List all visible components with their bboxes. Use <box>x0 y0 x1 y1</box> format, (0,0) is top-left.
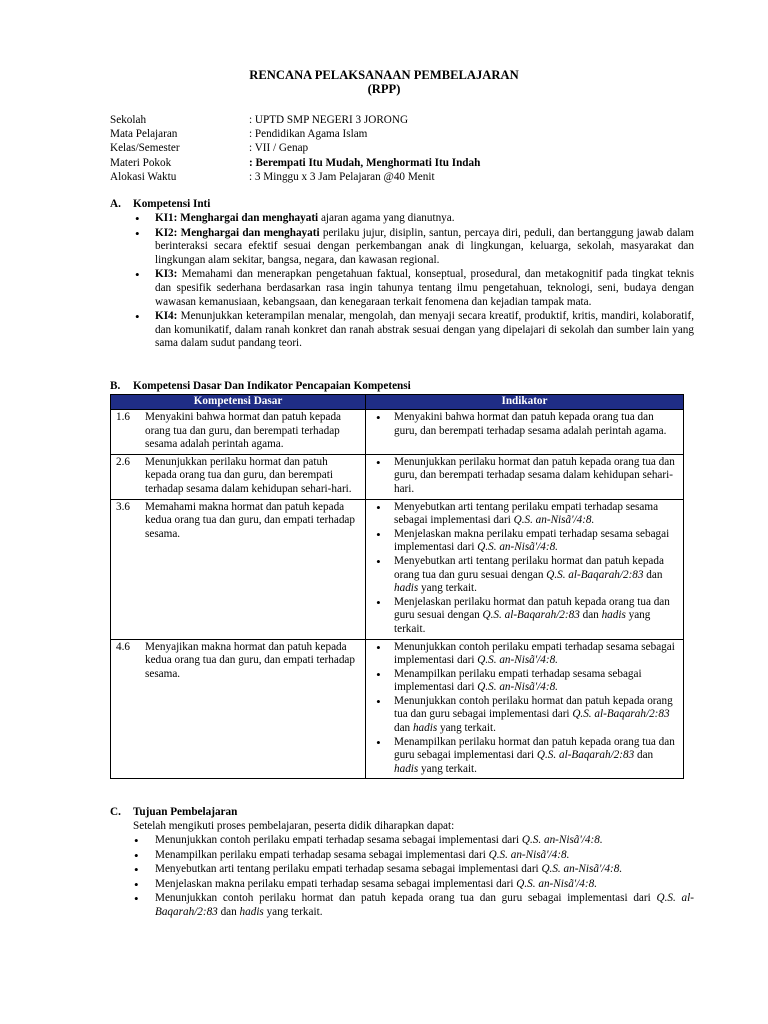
indicator-text: Menjelaskan perilaku hormat dan patuh kepada orang tua dan guru sesuai dengan <box>394 595 670 622</box>
column-header-indikator: Indikator <box>366 395 684 410</box>
indicator-cell <box>366 454 684 499</box>
document-subtitle: (RPP) <box>367 82 401 96</box>
document-title: RENCANA PELAKSANAAN PEMBELAJARAN <box>249 68 519 82</box>
tujuan-intro: Setelah mengikuti proses pembelajaran, peserta didik diharapkan dapat: <box>133 820 455 832</box>
trailing-text: yang terkait. <box>418 762 477 775</box>
indicator-text: Menyebutkan arti tentang perilaku hormat dan patuh kepada orang tua dan guru sesuai dengan <box>394 554 664 581</box>
list-item <box>133 892 694 919</box>
kd-cell <box>111 639 366 779</box>
kd-cell <box>111 499 366 639</box>
indicator-item: • Menyakini bahwa hormat dan patuh kepada orang tua dan guru, dan berempati terhadap sesama adalah perintah agama. <box>366 411 683 438</box>
conjunction-text: dan <box>643 568 663 581</box>
indicator-list <box>366 411 683 438</box>
section-letter: C. <box>110 806 121 818</box>
surah-reference: Q.S. al-Baqarah/2:83 <box>572 708 670 721</box>
surah-reference: Q.S. an-Nisã'/4:8. <box>516 877 598 890</box>
table-row <box>111 639 684 779</box>
section-b-heading <box>110 380 411 394</box>
trailing-text: yang terkait. <box>418 582 477 595</box>
column-header-kompetensi-dasar: Kompetensi Dasar <box>111 395 366 410</box>
list-item <box>133 849 694 863</box>
indicator-item <box>366 596 683 637</box>
list-item <box>133 227 694 268</box>
surah-reference: Q.S. an-Nisã'/4:8. <box>477 541 558 554</box>
tujuan-list <box>133 834 694 921</box>
list-item <box>133 863 694 877</box>
item-lead: KI4: <box>155 310 178 323</box>
list-item <box>133 878 694 892</box>
section-title: Kompetensi Inti <box>133 198 211 210</box>
item-lead: KI3: <box>155 268 178 281</box>
info-row-kelas-semester <box>110 142 480 156</box>
info-label: Materi Pokok <box>110 156 172 169</box>
indicator-text: Menjelaskan makna perilaku empati terhadap sesama sebagai implementasi dari <box>394 527 670 554</box>
hadis-word: hadis <box>394 762 419 775</box>
kd-number: 4.6 <box>116 640 130 653</box>
surah-reference: Q.S. an-Nisã'/4:8. <box>477 681 558 694</box>
info-row-alokasi-waktu <box>110 171 480 185</box>
indicator-text: Menyebutkan arti tentang perilaku empati terhadap sesama sebagai implementasi dari <box>394 500 659 527</box>
indicator-text: Menampilkan perilaku empati terhadap sesama sebagai implementasi dari <box>394 667 642 694</box>
surah-reference: Q.S. an-Nisã'/4:8. <box>477 654 558 667</box>
indicator-item <box>366 641 683 668</box>
surah-reference: Q.S. al-Baqarah/2:83 <box>482 609 580 622</box>
indicator-list <box>366 641 683 777</box>
identity-block <box>110 114 480 185</box>
section-title: Kompetensi Dasar Dan Indikator Pencapaian Kompetensi <box>133 380 411 392</box>
conjunction-text: dan <box>579 609 602 622</box>
info-value: : Berempati Itu Mudah, Menghormati Itu Indah <box>249 156 481 169</box>
list-item <box>133 834 694 848</box>
kd-text: Menunjukkan perilaku hormat dan patuh kepada orang tua dan guru, dan berempati terhadap sesama dalam kehidupan sehari-hari. <box>145 455 352 495</box>
info-row-mata-pelajaran <box>110 128 480 142</box>
item-text: Memahami dan menerapkan pengetahuan faktual, konseptual, prosedural, dan metakognitif pada tingkat teknis dan spesifik sederhana berdasarkan rasa ingin tahunya tentang ilmu pengetahuan, teknologi, seni, budaya dengan wawasan kemanusiaan, kebangsaan, dan kenegaraan terkait fenomena dan kejadian tampak mata. <box>155 268 694 308</box>
item-text: Menampilkan perilaku empati terhadap sesama sebagai implementasi dari <box>155 848 489 861</box>
surah-reference: Q.S. an-Nisã'/4:8. <box>513 514 595 527</box>
indicator-text: Menampilkan perilaku hormat dan patuh kepada orang tua dan guru sebagai implementasi dari <box>394 735 675 762</box>
info-label: Sekolah <box>110 114 147 126</box>
info-value: : Pendidikan Agama Islam <box>249 128 368 141</box>
indicator-item <box>366 501 683 528</box>
section-letter: B. <box>110 380 121 392</box>
kd-cell <box>111 454 366 499</box>
info-label: Alokasi Waktu <box>110 170 177 183</box>
info-row-materi-pokok <box>110 157 480 171</box>
kd-number: 1.6 <box>116 411 130 423</box>
surah-reference: Q.S. al-Baqarah/2:83 <box>546 568 644 581</box>
item-text: ajaran agama yang dianutnya. <box>318 212 455 224</box>
item-lead: KI2: Menghargai dan menghayati <box>155 226 320 239</box>
indicator-item <box>366 695 683 736</box>
table-header-row <box>111 395 684 410</box>
indicator-item <box>366 528 683 555</box>
indicator-text: Menunjukkan contoh perilaku hormat dan patuh kepada orang tua dan guru sebagai implementasi dari <box>394 694 673 721</box>
surah-reference: Q.S. an-Nisã'/4:8. <box>541 863 623 876</box>
indicator-item <box>366 736 683 777</box>
item-lead: KI1: Menghargai dan menghayati <box>155 212 319 224</box>
section-letter: A. <box>110 198 121 210</box>
item-text: Menunjukkan contoh perilaku empati terhadap sesama sebagai implementasi dari <box>155 834 522 846</box>
info-row-sekolah <box>110 114 480 128</box>
table-row <box>111 410 684 455</box>
hadis-word: hadis <box>601 609 626 622</box>
surah-reference: Q.S. al-Baqarah/2:83 <box>536 749 635 762</box>
item-text: Menjelaskan makna perilaku empati terhadap sesama sebagai implementasi dari <box>155 877 517 890</box>
hadis-word: hadis <box>239 905 264 918</box>
conjunction-text: dan <box>394 722 413 735</box>
info-value: : UPTD SMP NEGERI 3 JORONG <box>249 114 409 126</box>
trailing-text: yang terkait. <box>263 905 323 918</box>
indicator-text: Menunjukkan contoh perilaku empati terhadap sesama sebagai implementasi dari <box>394 640 675 667</box>
kd-text: Menyajikan makna hormat dan patuh kepada kedua orang tua dan guru, dan empati terhadap sesama. <box>145 640 355 680</box>
list-item <box>133 310 694 351</box>
kd-number: 3.6 <box>116 500 130 513</box>
indicator-list <box>366 456 683 497</box>
item-text: Menunjukkan contoh perilaku hormat dan patuh kepada orang tua dan guru sebagai implementasi dari <box>155 892 657 905</box>
indicator-cell <box>366 499 684 639</box>
list-item <box>133 268 694 309</box>
info-value: : 3 Minggu x 3 Jam Pelajaran @40 Menit <box>249 170 435 183</box>
indicator-item: • Menunjukkan perilaku hormat dan patuh kepada orang tua dan guru, dan berempati terhadap sesama dalam kehidupan sehari-hari. <box>366 456 683 497</box>
hadis-word: hadis <box>394 582 419 595</box>
indicator-item <box>366 555 683 596</box>
section-title: Tujuan Pembelajaran <box>133 806 238 818</box>
hadis-word: hadis <box>412 722 438 735</box>
competency-table <box>110 394 684 779</box>
surah-reference: Q.S. al-Baqarah/2:83 <box>155 892 694 918</box>
item-text: perilaku jujur, disiplin, santun, percaya diri, peduli, dan bertanggung jawab dalam berinteraksi secara efektif sesuai dengan perkembangan anak di lingkungan, keluarga, sekolah, masyarakat dan lingkungan alam sekitar, bangsa, negara, dan kawasan regional. <box>155 226 694 266</box>
list-item <box>133 212 694 226</box>
info-value: : VII / Genap <box>249 142 309 155</box>
kd-number: 2.6 <box>116 455 130 468</box>
info-label: Kelas/Semester <box>110 142 180 155</box>
surah-reference: Q.S. an-Nisã'/4:8. <box>521 834 603 846</box>
section-c-heading <box>110 806 237 820</box>
kompetensi-inti-list <box>133 212 694 352</box>
kd-text: Memahami makna hormat dan patuh kepada kedua orang tua dan guru, dan empati terhadap sesama. <box>145 500 355 540</box>
surah-reference: Q.S. an-Nisã'/4:8. <box>488 848 570 861</box>
conjunction-text: dan <box>634 749 654 762</box>
indicator-cell <box>366 410 684 455</box>
info-label: Mata Pelajaran <box>110 128 178 141</box>
kd-text: Menyakini bahwa hormat dan patuh kepada orang tua dan guru, dan berempati terhadap sesama adalah perintah agama. <box>145 411 342 451</box>
indicator-list <box>366 501 683 637</box>
item-text: Menunjukkan keterampilan menalar, mengolah, dan menyaji secara kreatif, produktif, kritis, mandiri, kolaboratif, dan komunikatif, dalam ranah konkret dan ranah abstrak sesuai dengan yang dipelajari di sekolah dan sumber lain yang sama dalam sudut pandang teori. <box>155 310 694 350</box>
table-row <box>111 499 684 639</box>
item-text: Menyebutkan arti tentang perilaku empati terhadap sesama sebagai implementasi dari <box>155 863 542 876</box>
indicator-item <box>366 668 683 695</box>
trailing-text: yang terkait. <box>437 722 496 735</box>
kd-cell <box>111 410 366 455</box>
table-row <box>111 454 684 499</box>
conjunction-text: dan <box>217 905 240 918</box>
trailing-text: yang terkait. <box>394 609 651 635</box>
section-a-heading <box>110 198 210 212</box>
indicator-cell <box>366 639 684 779</box>
